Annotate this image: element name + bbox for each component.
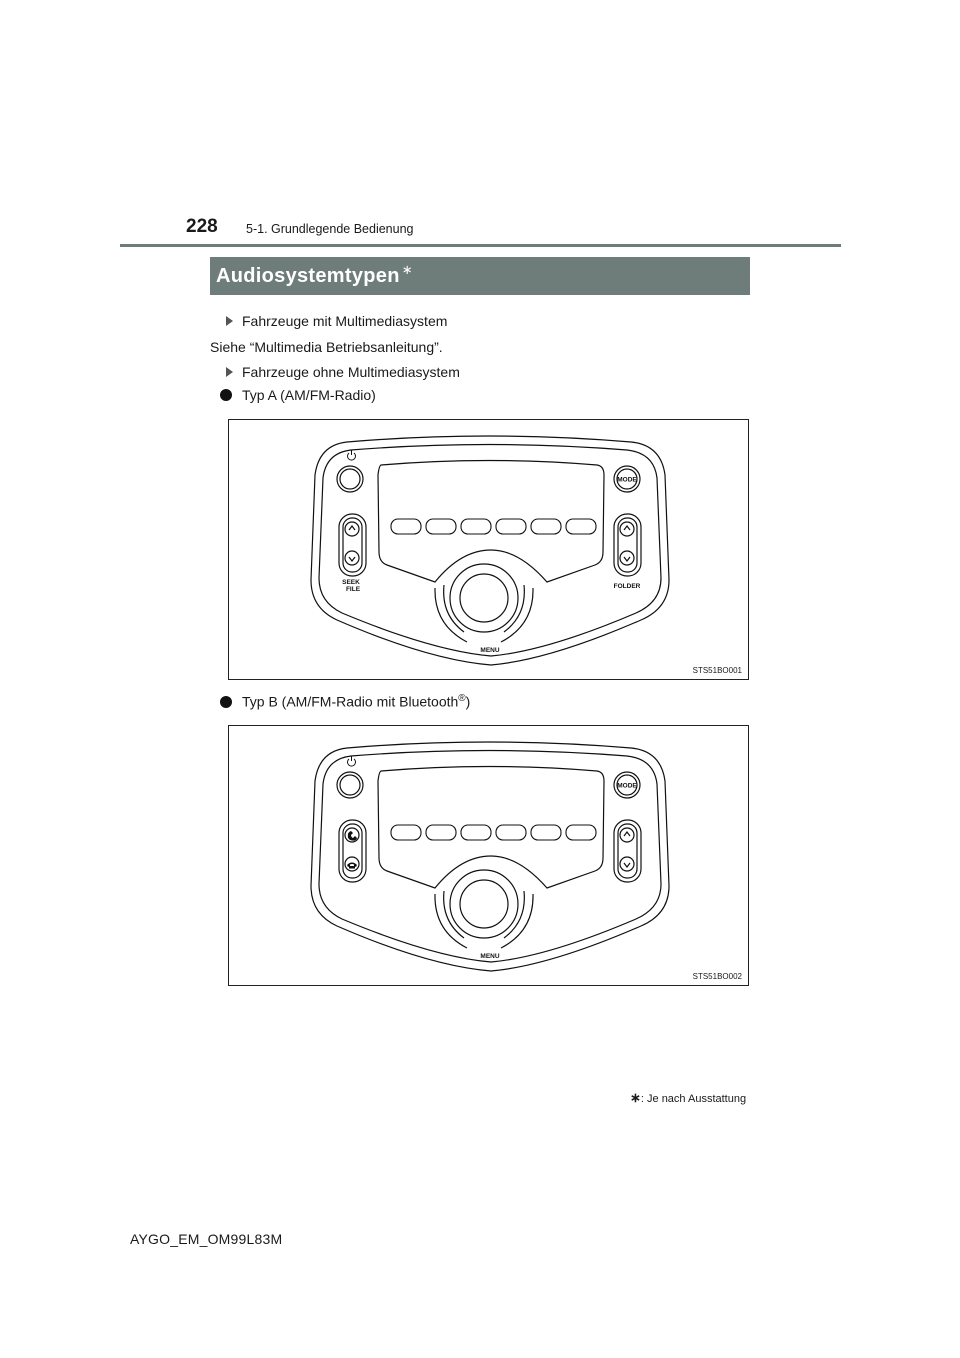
triangle-bullet-icon xyxy=(226,316,233,326)
figure-type-b xyxy=(228,725,749,986)
footnote-text: : Je nach Ausstattung xyxy=(640,1093,747,1105)
preset-button-3 xyxy=(461,825,491,840)
type-a-label: Typ A (AM/FM-Radio) xyxy=(220,387,376,403)
document-code: AYGO_EM_OM99L83M xyxy=(130,1231,283,1247)
preset-button-2 xyxy=(426,825,456,840)
preset-button-5 xyxy=(531,519,561,534)
figure-type-a xyxy=(228,419,749,680)
preset-button-2 xyxy=(426,519,456,534)
audio-unit-a-illustration xyxy=(229,420,750,681)
preset-buttons-a xyxy=(391,519,596,534)
preset-button-6 xyxy=(566,519,596,534)
menu-knob xyxy=(460,880,508,928)
display-panel xyxy=(378,461,604,583)
preset-button-5 xyxy=(531,825,561,840)
see-manual-text: Siehe “Multimedia Betriebsanleitung”. xyxy=(210,339,443,355)
mode-label: MODE xyxy=(617,782,637,790)
seek-label: SEEK xyxy=(342,579,360,586)
bullet-item-without-multimedia: Fahrzeuge ohne Multimediasystem xyxy=(226,364,460,380)
audio-unit-b-illustration xyxy=(229,726,750,987)
section-title: Audiosystemtypen xyxy=(216,264,400,287)
preset-button-1 xyxy=(391,519,421,534)
section-label: 5-1. Grundlegende Bedienung xyxy=(246,222,414,236)
section-title-bar xyxy=(210,257,750,295)
power-icon xyxy=(348,756,356,766)
power-button xyxy=(337,466,363,492)
preset-button-4 xyxy=(496,519,526,534)
footnote xyxy=(630,1090,746,1106)
bullet-item-with-multimedia: Fahrzeuge mit Multimediasystem xyxy=(226,313,447,329)
preset-button-4 xyxy=(496,825,526,840)
preset-buttons-b xyxy=(391,825,596,840)
power-button-inner xyxy=(340,469,360,489)
preset-button-6 xyxy=(566,825,596,840)
filled-circle-bullet-icon xyxy=(220,389,232,401)
figure-a-code: STS51BO001 xyxy=(692,666,742,675)
menu-knob xyxy=(460,574,508,622)
mode-label: MODE xyxy=(617,476,637,484)
footnote-asterisk: ∗ xyxy=(630,1090,641,1105)
filled-circle-bullet-icon xyxy=(220,696,232,708)
display-panel xyxy=(378,767,604,889)
title-asterisk: ∗ xyxy=(401,262,413,277)
folder-label: FOLDER xyxy=(613,583,641,590)
preset-button-1 xyxy=(391,825,421,840)
triangle-bullet-icon xyxy=(226,367,233,377)
type-b-label: Typ B (AM/FM-Radio mit Bluetooth®) xyxy=(220,693,470,710)
page-number: 228 xyxy=(186,216,218,237)
figure-b-code: STS51BO002 xyxy=(692,972,742,981)
header-rule xyxy=(120,244,841,247)
menu-label: MENU xyxy=(480,953,500,960)
phone-pickup-icon xyxy=(348,831,357,841)
file-label: FILE xyxy=(345,586,361,593)
preset-button-3 xyxy=(461,519,491,534)
power-button-inner xyxy=(340,775,360,795)
power-button xyxy=(337,772,363,798)
menu-label: MENU xyxy=(480,647,500,654)
phone-hangup-icon xyxy=(347,863,357,869)
power-icon xyxy=(348,450,356,460)
